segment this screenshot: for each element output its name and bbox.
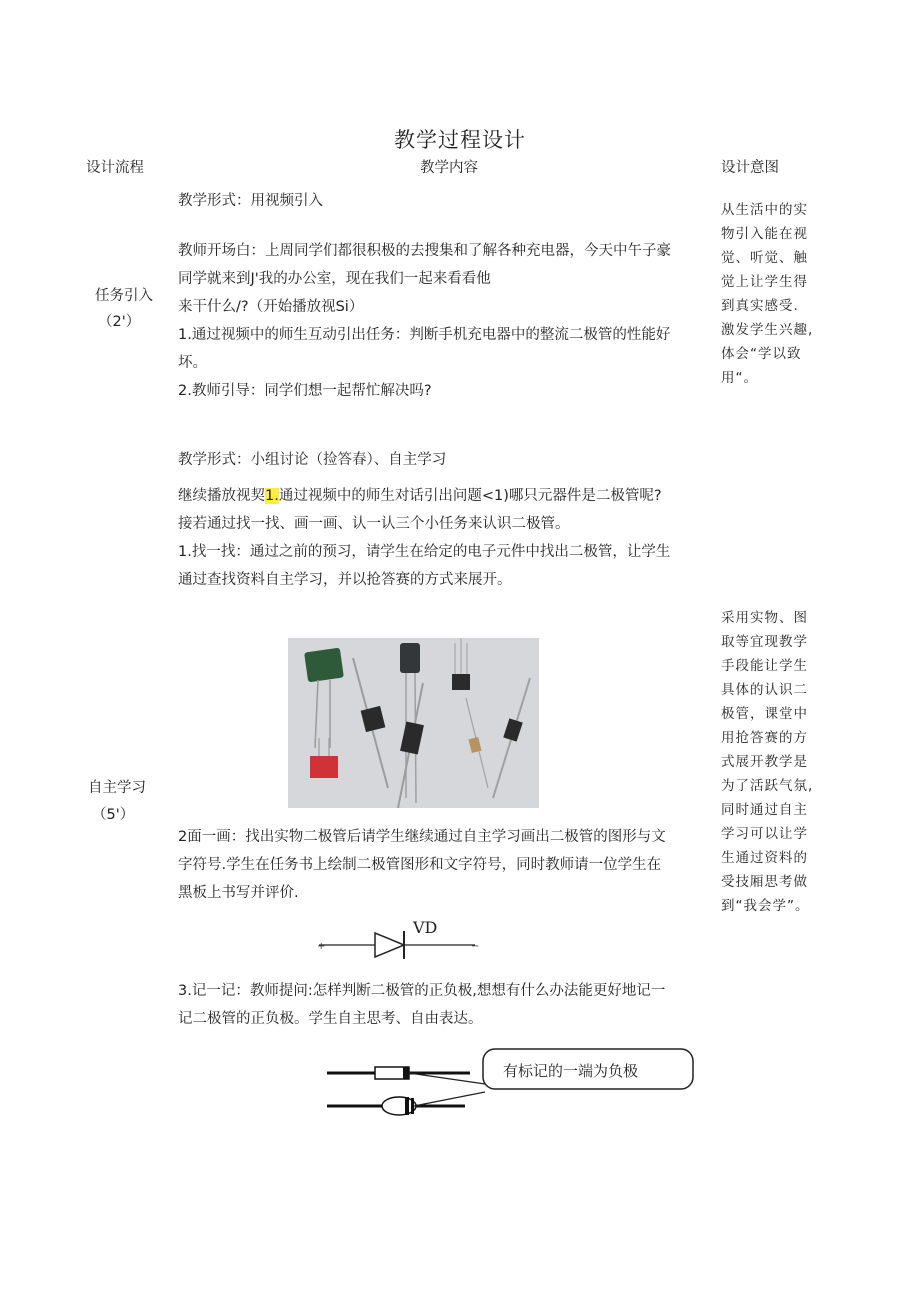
section1-intro: 教师开场白：上周同学们都很积极的去搜集和了解各种充电器，今天中午子豪 同学就来到J'我的办公室，现在我们一起来看看他 来干什么/?（开始播放视Si） 1.通过视频中的师生互动引出任务：判断手机充电器中的整流二极管的性能好 坏。 2.教师引导：同学们想一起帮忙解决吗? bbox=[178, 243, 671, 399]
header-content: 教学内容 bbox=[420, 160, 478, 176]
section2-draw: 2面一画：找出实物二极管后请学生继续通过自主学习画出二极管的图形与文 字符号.学生在任务书上绘制二极管图形和文字符号，同时教师请一位学生在 黑板上书写并评价. bbox=[178, 829, 666, 901]
section2-time: （5'） bbox=[92, 807, 135, 823]
svg-text:+: + bbox=[317, 941, 326, 952]
header-intent: 设计意图 bbox=[721, 160, 779, 176]
section2-intro: 继续播放视契1.通过视频中的师生对话引出问题<1)哪只元器件是二极管呢? 接若通过找一找、画一画、认一认三个小任务来认识二极管。 1.找一找：通过之前的预习，请学生在给定的电子元件中找出二极管，让学生 通过查找资料自主学习，并以抢答赛的方式来展开。 bbox=[178, 488, 671, 588]
components-photo bbox=[288, 638, 539, 808]
page-title: 教学过程设计 bbox=[394, 128, 526, 152]
diode-symbol bbox=[313, 918, 483, 962]
section2-label: 自主学习 bbox=[88, 780, 146, 796]
callout-text: 有标记的一端为负极 bbox=[503, 1062, 639, 1080]
section2-form: 教学形式：小组讨论（捡答春）、自主学习 bbox=[178, 452, 447, 468]
section2-remember: 3.记一记：教师提问:怎样判断二极管的正负极,想想有什么办法能更好地记一 记二极管的正负极。学生自主思考、自由表达。 bbox=[178, 983, 666, 1027]
svg-text:−: − bbox=[471, 941, 480, 952]
section1-time: （2'） bbox=[98, 314, 141, 330]
highlight-mark: 1. bbox=[265, 488, 279, 504]
section1-intent: 从生活中的实 物引入能在视 觉、听觉、触 觉上让学生得 到真实感受. 激发学生兴趣, 体会“学以致 用“。 bbox=[721, 202, 814, 386]
section1-label: 任务引入 bbox=[95, 288, 153, 304]
section1-form: 教学形式：用视频引入 bbox=[178, 193, 323, 209]
header-flow: 设计流程 bbox=[86, 160, 144, 176]
diode-label: VD bbox=[413, 918, 438, 937]
section2-intent: 采用实物、图 取等宜现教学 手段能让学生 具体的认识二 极管，课堂中 用抢答赛的方 式展开教学是 为了活跃气氛, 同时通过自主 学习可以让学 生通过资料的 受技厢思考做 到“我会学”。 bbox=[721, 610, 814, 914]
diode-polarity-illustration bbox=[325, 1046, 700, 1120]
